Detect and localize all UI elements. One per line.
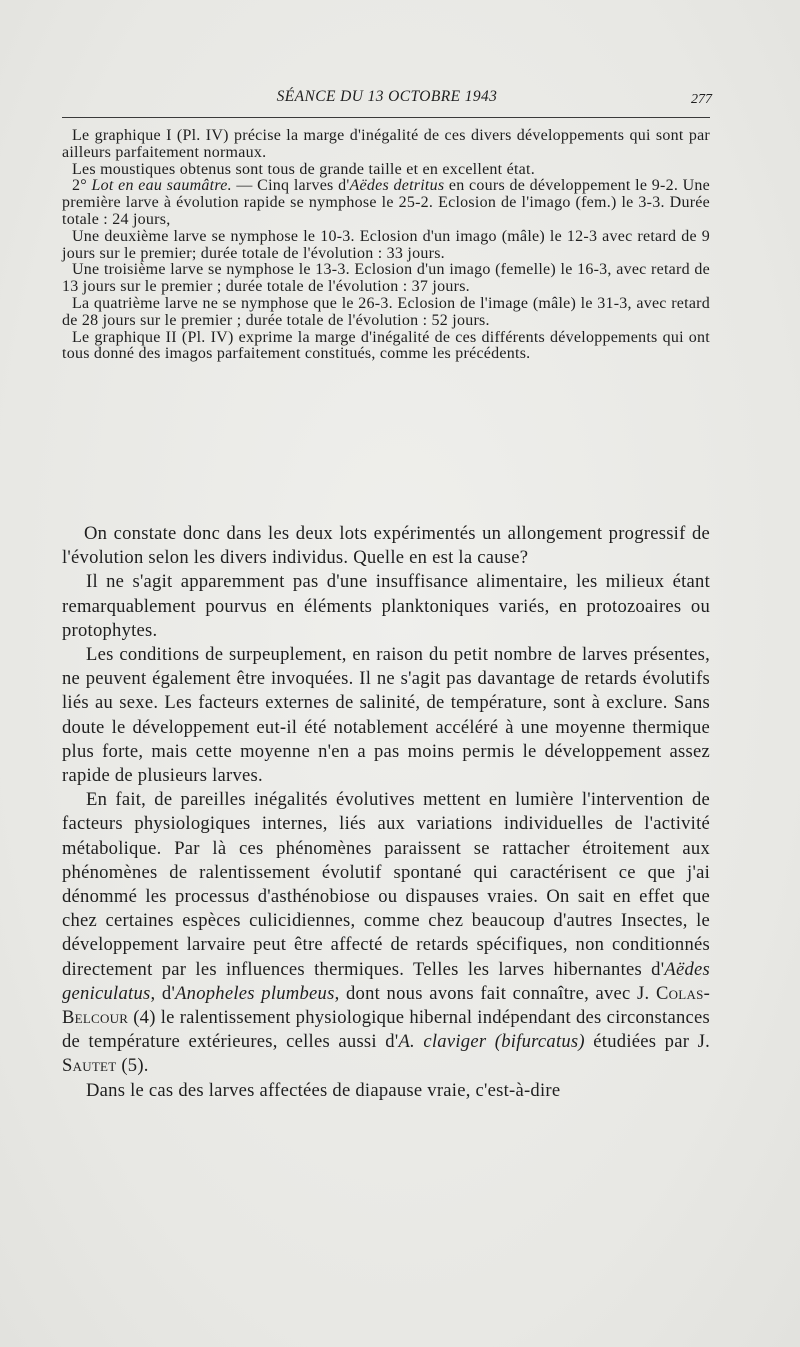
paragraph bbox=[62, 162, 710, 179]
paragraph-text: en cours de développement le 9-2. Une première larve à évolution rapide se nymphose le 25-2. Eclosion de l'imago (fem.) le 3-3. Durée totale : 24 jours, bbox=[62, 177, 711, 228]
lot-title: Lot en eau saumâtre. bbox=[91, 177, 232, 195]
paragraph bbox=[62, 330, 710, 364]
paragraph bbox=[62, 570, 710, 643]
header-rule bbox=[62, 117, 710, 118]
paragraph-text: En fait, de pareilles inégalités évolutives mettent en lumière l'intervention de facteurs physiologiques internes, liés aux variations individuelles de l'activité métabolique. Par là ces phénomènes paraissent se rattacher étroitement aux phénomènes de ralentissement évolutif spontané qui caractérisent ce que j'ai dénommé les processus d'asthénobiose ou dispauses vraies. On sait en effet que chez certaines espèces culicidiennes, comme chez beaucoup d'autres Insectes, le développement larvaire peut être affecté de retards spécifiques, non conditionnés directement par les influences thermiques. Telles les larves hibernantes d' bbox=[62, 789, 710, 980]
paragraph bbox=[62, 788, 710, 1078]
author-name: Colas-Belcour bbox=[62, 982, 711, 1029]
paragraph-text: , dont nous avons fait connaître, avec J. bbox=[334, 982, 656, 1004]
paragraph-text: Le graphique II (Pl. IV) exprime la marge d'inégalité de ces différents développements qui ont tous donné des imagos parfaitement constitués, comme les précédents. bbox=[62, 328, 710, 363]
running-head bbox=[62, 88, 712, 112]
paragraph-text: (4) le ralentissement physiologique hibernal indépendant des circonstances de température extérieures, celles aussi d' bbox=[62, 1007, 710, 1053]
paragraph-text: Dans le cas des larves affectées de diapause vraie, c'est-à-dire bbox=[86, 1079, 561, 1101]
paragraph bbox=[62, 643, 710, 788]
paragraph-text: étudiées par J. bbox=[584, 1031, 710, 1053]
paragraph-text: (5). bbox=[116, 1055, 149, 1077]
paragraph-text: Le graphique I (Pl. IV) précise la marge d'inégalité de ces divers développements qui sont par ailleurs parfaitement normaux. bbox=[62, 127, 710, 161]
paragraph-text: Une deuxième larve se nymphose le 10-3. Eclosion d'un imago (mâle) le 12-3 avec retard de 9 jours sur le premier; durée totale de l'évolution : 33 jours. bbox=[62, 227, 710, 262]
main-text-section bbox=[62, 522, 710, 1103]
author-name: Sautet bbox=[62, 1055, 117, 1077]
paragraph-text: — Cinq larves d' bbox=[231, 177, 350, 195]
paragraph-text: Les conditions de surpeuplement, en raison du petit nombre de larves présentes, ne peuvent également être invoquées. Il ne s'agit pas davantage de retards évolutifs liés au sexe. Les facteurs externes de salinité, de température, sont à exclure. Sans doute le développement eut-il été notablement accéléré à une moyenne thermique plus forte, mais cette moyenne n'en a pas moins permis le développement assez rapide de plusieurs larves. bbox=[62, 644, 710, 787]
species-name: Aëdes geniculatus bbox=[62, 958, 710, 1004]
page-number: 277 bbox=[691, 92, 712, 107]
paragraph-text: Une troisième larve se nymphose le 13-3. Eclosion d'un imago (femelle) le 16-3, avec retard de 13 jours sur le premier ; durée totale de l'évolution : 37 jours. bbox=[62, 261, 710, 296]
paragraph bbox=[62, 522, 710, 570]
paragraph bbox=[62, 128, 710, 162]
paragraph-text: Il ne s'agit apparemment pas d'une insuffisance alimentaire, les milieux étant remarquablement pourvus en éléments planktoniques variés, en protozoaires ou protophytes. bbox=[62, 571, 710, 641]
paragraph bbox=[62, 262, 710, 296]
species-name: A. claviger (bifurcatus) bbox=[398, 1031, 585, 1053]
lot-number: 2° bbox=[72, 177, 92, 195]
paragraph-text: Les moustiques obtenus sont tous de grande taille et en excellent état. bbox=[72, 160, 535, 178]
paragraph-text: , d' bbox=[150, 982, 176, 1004]
species-name: Aëdes detritus bbox=[349, 177, 445, 195]
running-title: SÉANCE DU 13 OCTOBRE 1943 bbox=[276, 88, 498, 105]
small-print-section bbox=[62, 128, 710, 363]
paragraph-text: On constate donc dans les deux lots expérimentés un allongement progressif de l'évolution selon les divers individus. Quelle en est la cause? bbox=[62, 523, 710, 569]
species-name: Anopheles plumbeus bbox=[175, 982, 335, 1004]
paragraph bbox=[62, 1079, 710, 1103]
paragraph-text: La quatrième larve ne se nymphose que le 26-3. Eclosion de l'image (mâle) le 31-3, avec retard de 28 jours sur le premier ; durée totale de l'évolution : 52 jours. bbox=[62, 294, 710, 329]
paragraph bbox=[62, 229, 710, 263]
paragraph bbox=[62, 178, 710, 228]
paragraph bbox=[62, 296, 710, 330]
